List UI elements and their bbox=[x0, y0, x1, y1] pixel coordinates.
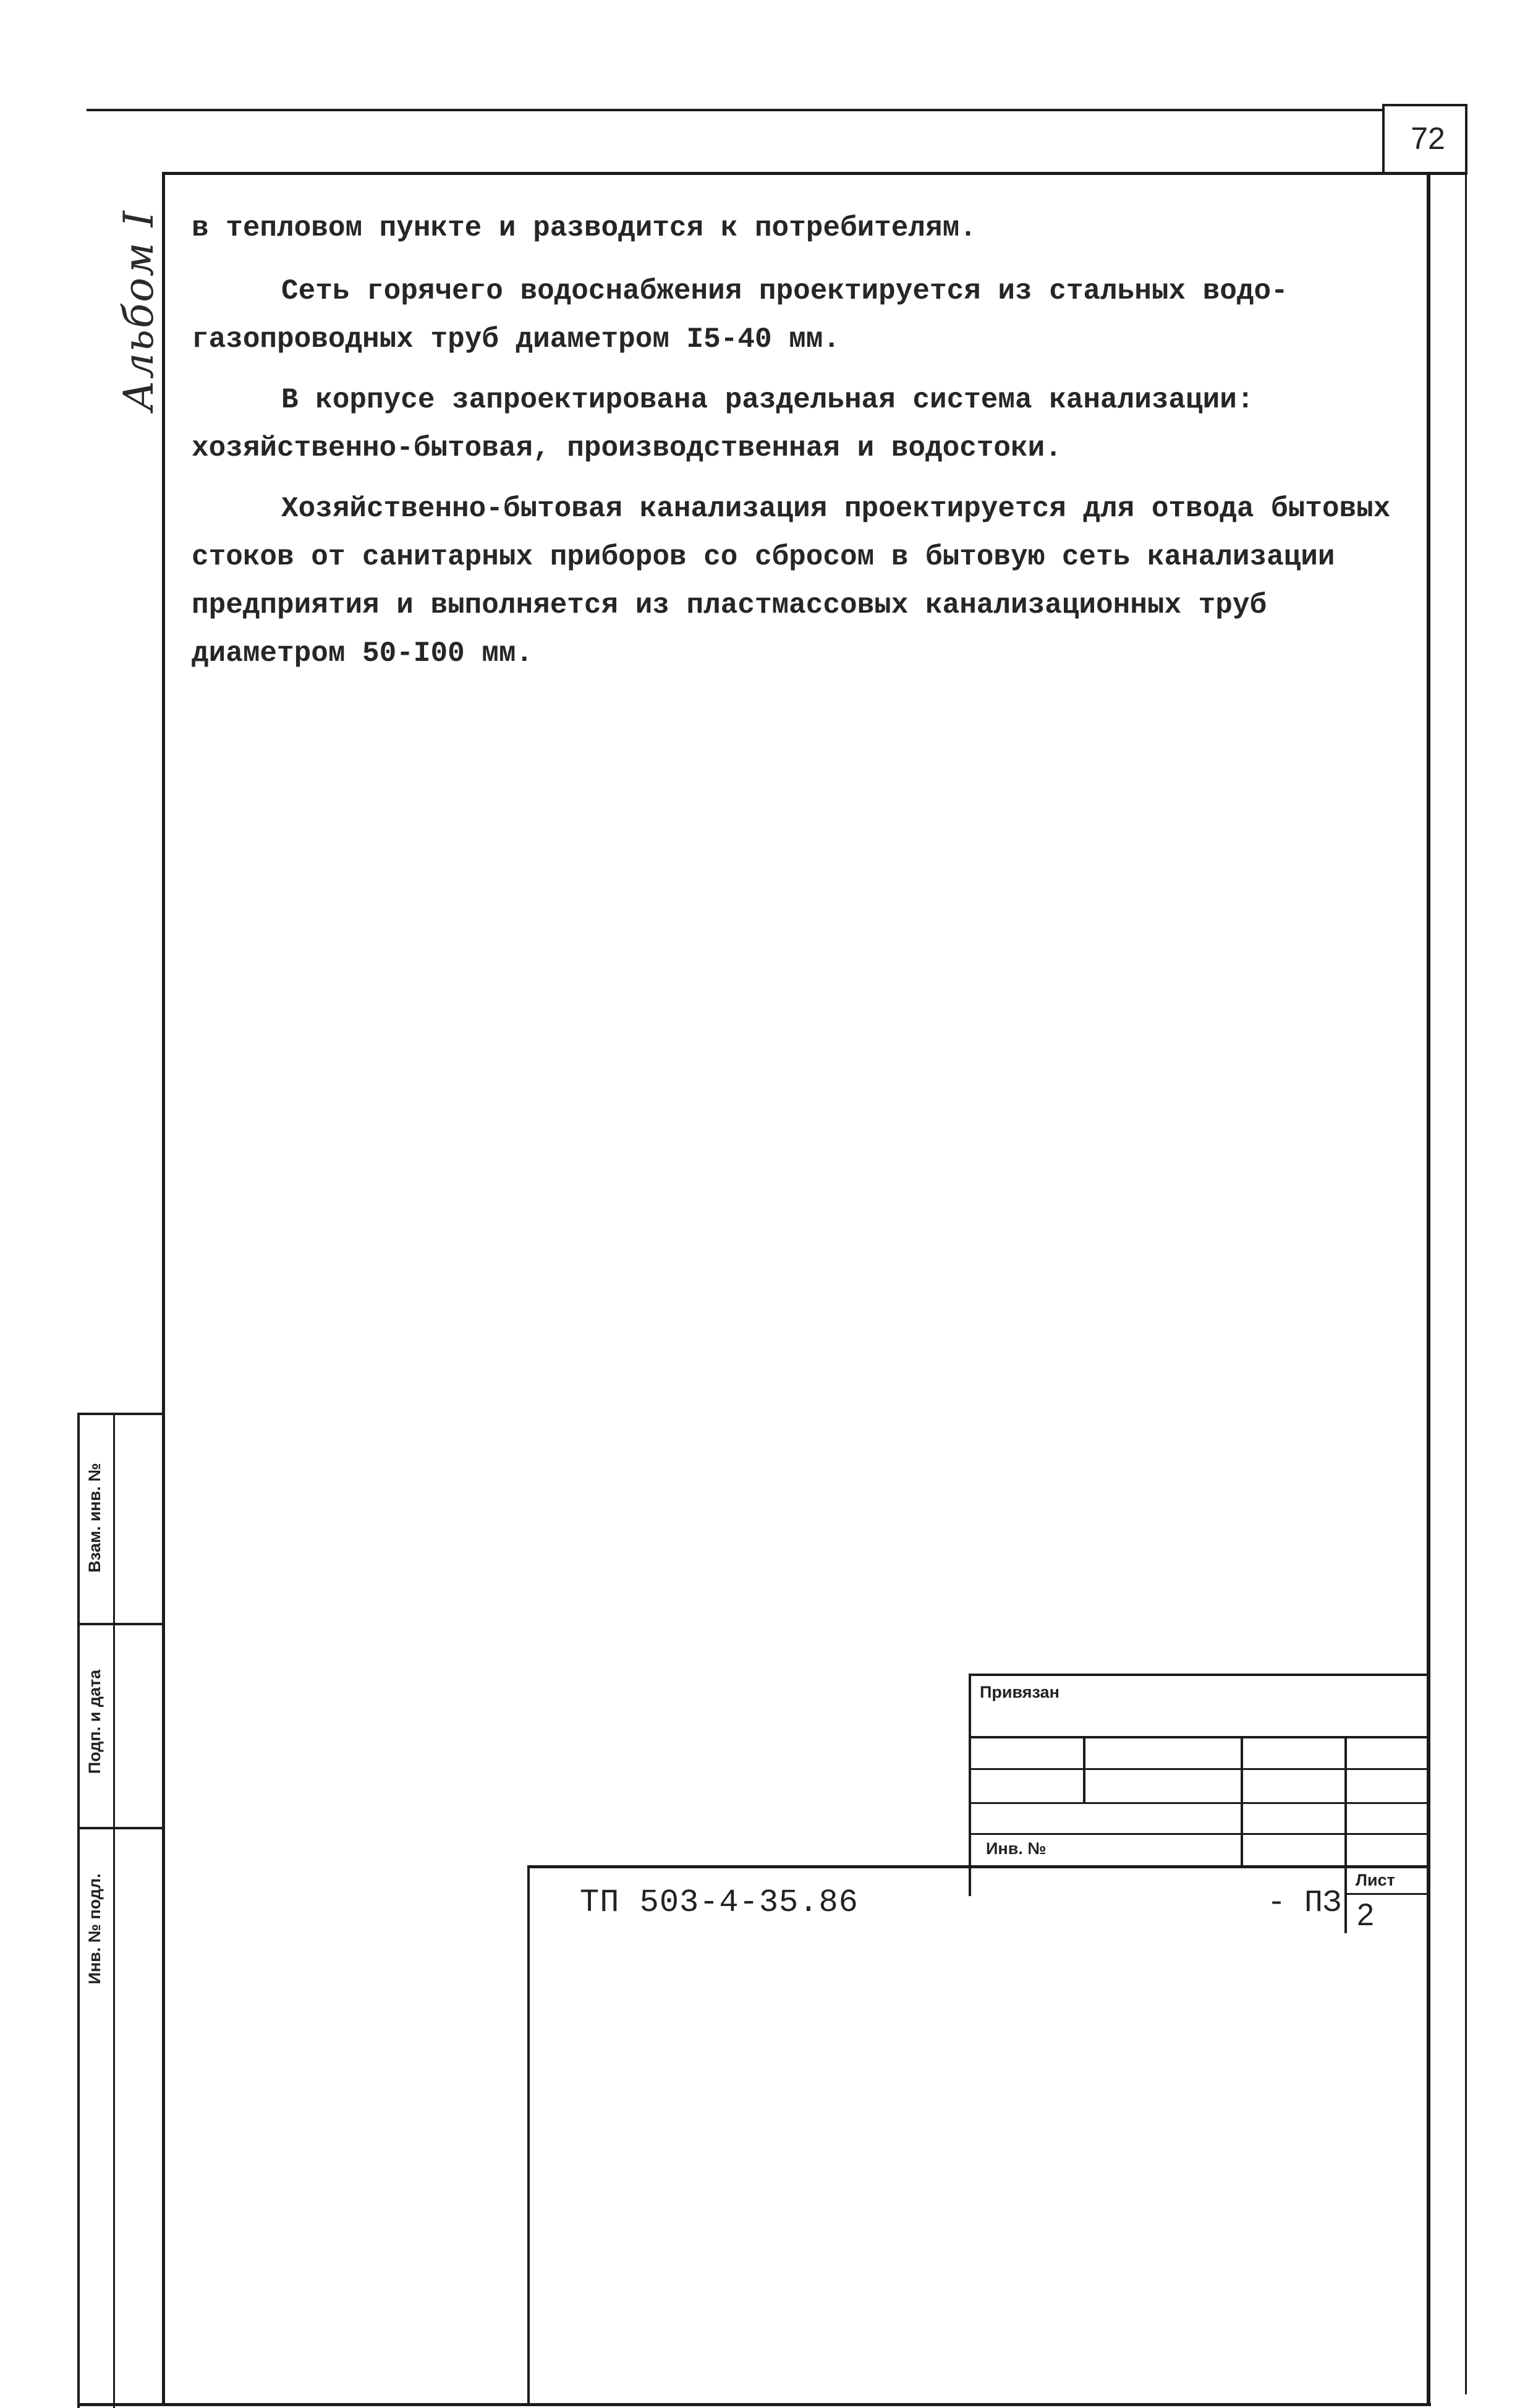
page-number: 72 bbox=[1411, 121, 1445, 156]
inv-no-label: Инв. № bbox=[986, 1839, 1047, 1858]
body-text bbox=[192, 204, 1397, 690]
sheet-box-left bbox=[1344, 1865, 1347, 1933]
page-number-box-left bbox=[1382, 104, 1385, 174]
paragraph-4: Хозяйственно-бытовая канализация проектируется для отвода бытовых стоков от санитарных приборов со сбросом в бытовую сеть канализации предприятия и выполняется из пластмассовых канализационных труб диаметром 50-I00 мм. bbox=[192, 493, 1391, 670]
document-suffix: - ПЗ bbox=[1267, 1886, 1342, 1921]
tb-row-2 bbox=[969, 1768, 1430, 1770]
stamp-bottom bbox=[77, 2403, 1431, 2406]
document-designation: ТП 503-4-35.86 bbox=[580, 1884, 859, 1921]
page-number-box-right bbox=[1465, 104, 1467, 174]
top-rule bbox=[87, 109, 1385, 111]
tb-row-3 bbox=[969, 1802, 1430, 1804]
designation-top bbox=[527, 1865, 1430, 1868]
tb-top bbox=[969, 1674, 1430, 1676]
tb-left bbox=[969, 1674, 971, 1896]
privyazan-label: Привязан bbox=[980, 1683, 1060, 1701]
paragraph-2: Сеть горячего водоснабжения проектируется из стальных водо-газопроводных труб диаметром I5-40 мм. bbox=[192, 275, 1288, 355]
inv-podl-label: Инв. № подл. bbox=[85, 1873, 104, 1985]
frame-top bbox=[163, 172, 1467, 175]
sheet-label: Лист bbox=[1356, 1871, 1395, 1889]
sheet-number: 2 bbox=[1357, 1897, 1374, 1932]
podp-data-label: Подп. и дата bbox=[85, 1669, 104, 1774]
frame-left bbox=[162, 172, 165, 2404]
paragraph-3: В корпусе запроектирована раздельная система канализации: хозяйственно-бытовая, производственная и водостоки. bbox=[192, 384, 1254, 464]
stamp-inner-left bbox=[113, 1413, 115, 2408]
vzam-inv-label: Взам. инв. № bbox=[85, 1463, 104, 1573]
tb-col-1 bbox=[1083, 1736, 1085, 1804]
tb-col-2 bbox=[1241, 1736, 1243, 1867]
designation-left bbox=[527, 1865, 530, 2404]
stamp-outer-left bbox=[77, 1413, 80, 2408]
page-number-box-top bbox=[1382, 104, 1467, 106]
tb-row-4 bbox=[969, 1833, 1430, 1835]
tb-row-1 bbox=[969, 1736, 1430, 1738]
paragraph-1: в тепловом пункте и разводится к потребителям. bbox=[192, 212, 977, 244]
frame-right-outer bbox=[1465, 172, 1467, 2394]
tb-col-3 bbox=[1344, 1736, 1347, 1867]
stamp-top bbox=[77, 1413, 165, 1415]
frame-right bbox=[1427, 172, 1430, 2406]
sheet-box-mid bbox=[1344, 1893, 1430, 1895]
stamp-div-2 bbox=[77, 1827, 165, 1829]
album-label: Альбом I bbox=[115, 210, 163, 411]
